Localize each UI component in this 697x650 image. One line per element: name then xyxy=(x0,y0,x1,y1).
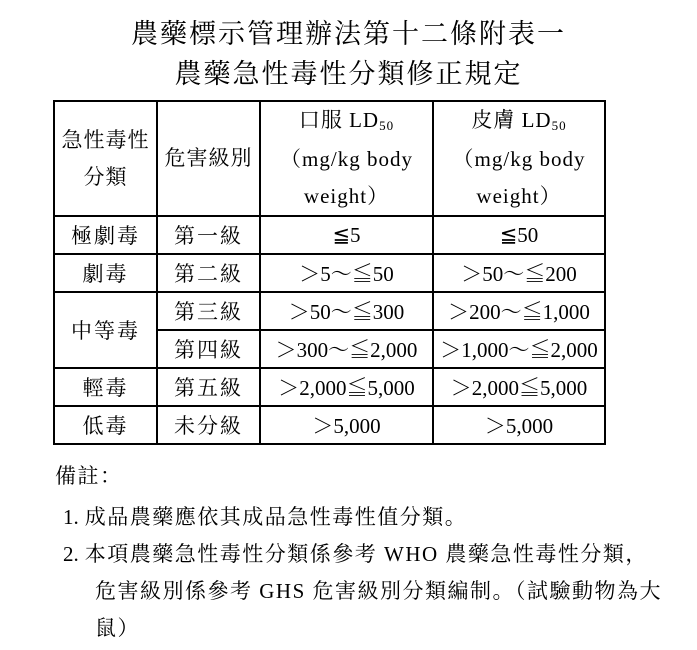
header-oral-unit-line1: （mg/kg body xyxy=(280,147,413,171)
note-number: 1. xyxy=(63,505,79,529)
table-row-low-toxicity xyxy=(54,406,605,444)
header-dermal-ld50-title: 皮膚 $LD_{50}$ xyxy=(471,108,567,134)
cell-dermal-ld50: ＞200～≦1,000 xyxy=(433,292,605,330)
header-hazard-level: 危害級別 xyxy=(157,101,260,216)
header-dermal-ld50 xyxy=(433,101,605,216)
cell-hazard-level: 第三級 xyxy=(157,292,260,330)
table-row-extremely-toxic xyxy=(54,216,605,254)
cell-oral-ld50: ≦5 xyxy=(260,216,433,254)
ld50-subscript: 50 xyxy=(551,118,567,134)
notes-heading: 備註： xyxy=(55,464,123,488)
header-classification-line2: 分類 xyxy=(83,164,128,189)
note-text: 成品農藥應依其成品急性毒性值分類。 xyxy=(84,505,468,529)
note-number: 2. xyxy=(63,542,79,566)
cell-hazard-level: 未分級 xyxy=(157,406,260,444)
note-text: 本項農藥急性毒性分類係參考 WHO 農藥急性毒性分類，危害級別係參考 GHS 危害級別分類編制。（試驗動物為大鼠） xyxy=(84,542,663,640)
ld50-subscript: 50 xyxy=(379,118,395,134)
cell-hazard-level: 第一級 xyxy=(157,216,260,254)
header-dermal-unit-line2: weight） xyxy=(476,184,562,208)
header-classification-line1: 急性毒性 xyxy=(61,127,150,152)
cell-dermal-ld50: ＞5,000 xyxy=(433,406,605,444)
cell-oral-ld50: ＞5～≦50 xyxy=(260,254,433,292)
header-oral-unit-line2: weight） xyxy=(303,184,390,208)
title-line-2: 農藥急性毒性分類修正規定 xyxy=(174,59,523,89)
note-item-2 xyxy=(55,536,667,647)
header-dermal-unit-line1: （mg/kg body xyxy=(452,147,586,171)
cell-classification: 低毒 xyxy=(54,406,157,444)
cell-classification: 輕毒 xyxy=(54,368,157,406)
notes-section xyxy=(55,458,667,647)
cell-classification: 劇毒 xyxy=(54,254,157,292)
toxicity-classification-table xyxy=(53,100,606,445)
cell-hazard-level: 第二級 xyxy=(157,254,260,292)
title-line-1: 農藥標示管理辦法第十二條附表一 xyxy=(131,19,566,49)
header-acute-toxicity-classification xyxy=(54,101,157,216)
cell-oral-ld50: ＞2,000≦5,000 xyxy=(260,368,433,406)
header-oral-ld50-title: 口服 $LD_{50}$ xyxy=(298,108,395,134)
cell-oral-ld50: ＞50～≦300 xyxy=(260,292,433,330)
cell-classification: 極劇毒 xyxy=(54,216,157,254)
cell-dermal-ld50: ＞2,000≦5,000 xyxy=(433,368,605,406)
header-row xyxy=(54,101,605,216)
cell-hazard-level: 第五級 xyxy=(157,368,260,406)
table-row-moderately-toxic-3 xyxy=(54,292,605,330)
cell-dermal-ld50: ＞50～≦200 xyxy=(433,254,605,292)
cell-oral-ld50: ＞300～≦2,000 xyxy=(260,330,433,368)
cell-dermal-ld50: ＞1,000～≦2,000 xyxy=(433,330,605,368)
header-oral-ld50 xyxy=(260,101,433,216)
cell-oral-ld50: ＞5,000 xyxy=(260,406,433,444)
table-row-slightly-toxic xyxy=(54,368,605,406)
table-row-highly-toxic xyxy=(54,254,605,292)
cell-dermal-ld50: ≦50 xyxy=(433,216,605,254)
cell-classification-merged: 中等毒 xyxy=(54,292,157,368)
note-item-1 xyxy=(55,499,667,536)
cell-hazard-level: 第四級 xyxy=(157,330,260,368)
document-title xyxy=(0,0,697,94)
